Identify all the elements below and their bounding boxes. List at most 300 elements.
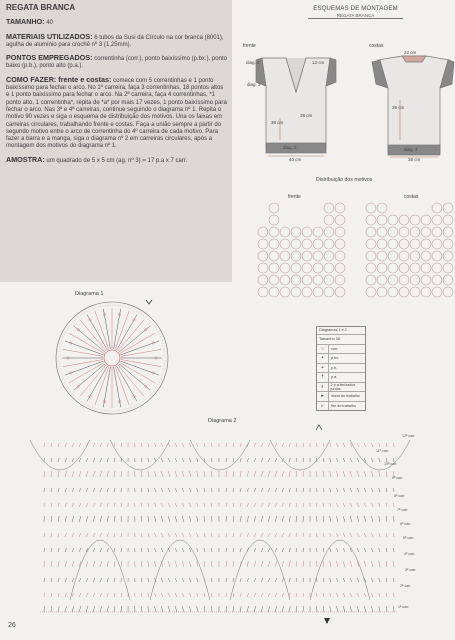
stitch-mark (121, 533, 122, 537)
stitch-mark (79, 578, 81, 582)
stitch-mark (121, 578, 122, 582)
stitch-mark (240, 488, 241, 492)
stitch-mark (114, 443, 115, 447)
stitch-mark (268, 503, 270, 507)
stitch-mark (330, 488, 331, 492)
stitch-mark (204, 593, 205, 597)
stitch-mark (379, 578, 380, 582)
stitch-mark (323, 548, 324, 552)
stitch-mark (58, 471, 59, 477)
stitch-mark (148, 516, 149, 522)
stitch-mark (100, 458, 102, 462)
stitch-mark (386, 561, 387, 567)
stitch-mark (289, 578, 290, 582)
stitch-mark (72, 593, 74, 597)
stitch-mark (107, 488, 108, 492)
arch-motif (310, 540, 370, 600)
stitch-mark (357, 578, 359, 582)
stitch-mark (296, 488, 297, 492)
stitch-mark (364, 503, 366, 507)
stitch-mark (240, 606, 241, 612)
stitch-mark (336, 458, 338, 462)
stitch-mark (141, 593, 142, 597)
stitch-mark (233, 516, 234, 522)
stitch-mark (233, 458, 234, 462)
stitch-mark (240, 503, 241, 507)
fan-motif (30, 440, 90, 470)
stitch-mark (323, 488, 324, 492)
stitch-mark (379, 606, 380, 612)
stitch-mark (161, 533, 163, 537)
stitch-mark (371, 606, 373, 612)
stitch-mark (296, 503, 297, 507)
stitch-mark (261, 503, 263, 507)
stitch-mark (114, 548, 115, 552)
stitch-mark (154, 516, 156, 522)
stitch-mark (100, 578, 102, 582)
stitch-mark (114, 561, 115, 567)
stitch-mark (72, 548, 74, 552)
stitch-mark (289, 458, 290, 462)
stitch-mark (58, 533, 59, 537)
stitch-mark (343, 533, 345, 537)
stitch-mark (275, 548, 277, 552)
stitch-mark (296, 458, 297, 462)
stitch-mark (296, 606, 297, 612)
stitch-mark (336, 443, 338, 447)
stitch-mark (379, 561, 380, 567)
stitch-mark (350, 503, 352, 507)
stitch-mark (323, 561, 324, 567)
stitch-mark (107, 443, 108, 447)
arch-motif (150, 540, 210, 600)
stitch-mark (254, 606, 256, 612)
stitch-mark (107, 593, 108, 597)
stitch-mark (275, 503, 277, 507)
stitch-mark (282, 471, 284, 477)
page-title: REGATA BRANCA (6, 3, 76, 12)
stitch-mark (175, 548, 177, 552)
stitch-mark (254, 516, 256, 522)
stitch-mark (107, 578, 108, 582)
stitch-mark (197, 548, 198, 552)
section-sample: AMOSTRA: um quadrado de 5 x 5 cm (ag. nº 3) = 17 p.a x 7 carr. (6, 154, 188, 164)
stitch-mark (282, 488, 284, 492)
legend-row: ○ corr. (317, 344, 365, 354)
stitch-mark (197, 471, 198, 477)
stitch-mark (182, 488, 184, 492)
stitch-mark (350, 533, 352, 537)
front-diag2-label: diag. 2 (246, 60, 260, 65)
stitch-mark (182, 561, 184, 567)
stitch-mark (189, 488, 191, 492)
stitch-mark (189, 516, 191, 522)
stitch-mark (364, 516, 366, 522)
stitch-mark (65, 488, 67, 492)
stitch-mark (275, 458, 277, 462)
stitch-mark (371, 516, 373, 522)
stitch-mark (182, 503, 184, 507)
stitch-mark (148, 548, 149, 552)
stitch-mark (364, 471, 366, 477)
stitch-mark (386, 533, 387, 537)
stitch-mark (275, 561, 277, 567)
stitch-mark (357, 548, 359, 552)
stitch-mark (197, 561, 198, 567)
stitch-mark (86, 533, 88, 537)
stitch-mark (336, 606, 338, 612)
stitch-mark (357, 606, 359, 612)
stitch-mark (72, 503, 74, 507)
stitch-mark (211, 593, 212, 597)
legend-row: ▸ início do trabalho (317, 391, 365, 401)
row-label-3: 3ª carr. (405, 568, 417, 572)
stitch-mark (175, 593, 177, 597)
distribution-front-label: frente (288, 194, 301, 200)
stitch-mark (182, 578, 184, 582)
stitch-mark (189, 458, 191, 462)
stitch-mark (114, 606, 115, 612)
stitch-mark (240, 548, 241, 552)
stitch-mark (211, 606, 212, 612)
stitch-mark (182, 533, 184, 537)
stitch-mark (65, 548, 67, 552)
stitch-mark (161, 488, 163, 492)
stitch-mark (296, 548, 297, 552)
stitch-mark (168, 548, 170, 552)
stitch-mark (261, 488, 263, 492)
stitch-mark (154, 548, 156, 552)
stitch-mark (189, 578, 191, 582)
stitch-mark (254, 471, 256, 477)
stitch-mark (386, 503, 387, 507)
stitch-mark (296, 561, 297, 567)
stitch-mark (72, 516, 74, 522)
stitch-mark (336, 503, 338, 507)
stitch-mark (211, 488, 212, 492)
stitch-mark (233, 471, 234, 477)
stitch-mark (247, 471, 249, 477)
stitch-mark (247, 561, 249, 567)
stitch-mark (386, 471, 387, 477)
stitch-mark (51, 458, 52, 462)
stitch-mark (323, 533, 324, 537)
stitch-mark (330, 458, 331, 462)
stitch-mark (350, 516, 352, 522)
stitch-mark (371, 548, 373, 552)
stitch-mark (58, 548, 59, 552)
stitch-mark (330, 503, 331, 507)
stitch-mark (296, 516, 297, 522)
stitch-mark (182, 458, 184, 462)
stitch-mark (254, 548, 256, 552)
stitch-mark (357, 458, 359, 462)
stitch-mark (211, 578, 212, 582)
stitch-mark (168, 533, 170, 537)
stitch-mark (72, 561, 74, 567)
stitch-mark (289, 533, 290, 537)
stitch-mark (189, 471, 191, 477)
stitch-mark (100, 443, 102, 447)
stitch-mark (282, 533, 284, 537)
stitch-mark (275, 516, 277, 522)
stitch-mark (350, 578, 352, 582)
stitch-mark (141, 578, 142, 582)
stitch-mark (282, 561, 284, 567)
stitch-mark (161, 443, 163, 447)
back-neck-measure: 22 cm (404, 50, 417, 55)
stitch-mark (247, 593, 249, 597)
stitch-mark (323, 443, 324, 447)
stitch-mark (336, 471, 338, 477)
schematic-title: ESQUEMAS DE MONTAGEM (313, 6, 398, 12)
stitch-mark (161, 458, 163, 462)
stitch-mark (233, 533, 234, 537)
row-label-10: 10ª carr. (384, 462, 398, 466)
stitch-mark (357, 533, 359, 537)
stitch-mark (323, 578, 324, 582)
stitch-mark (121, 548, 122, 552)
stitch-mark (379, 593, 380, 597)
stitch-mark (296, 593, 297, 597)
stitch-mark (141, 471, 142, 477)
stitch-mark (275, 533, 277, 537)
stitch-mark (261, 561, 263, 567)
legend-row: • p.bx. (317, 353, 365, 363)
stitch-mark (51, 561, 52, 567)
section-stitches: PONTOS EMPREGADOS: correntinha (corr.), ponto baixíssimo (p.bx.), ponto baixo (p.b.), ponto alto (p.a.). (6, 53, 227, 70)
stitch-mark (58, 606, 59, 612)
stitch-mark (86, 471, 88, 477)
stitch-mark (51, 533, 52, 537)
stitch-mark (330, 561, 331, 567)
stitch-mark (141, 443, 142, 447)
stitch-mark (72, 471, 74, 477)
stitch-mark (197, 443, 198, 447)
stitch-mark (296, 471, 297, 477)
legend-title: Diagramas 1 e 2 (319, 328, 347, 332)
stitch-mark (114, 578, 115, 582)
stitch-mark (107, 606, 108, 612)
stitch-mark (343, 593, 345, 597)
row-label-7: 7ª carr. (397, 508, 409, 512)
stitch-mark (168, 503, 170, 507)
stitch-mark (261, 471, 263, 477)
stitch-mark (204, 533, 205, 537)
stitch-mark (51, 503, 52, 507)
stitch-mark (336, 561, 338, 567)
stitch-mark (197, 488, 198, 492)
stitch-mark (86, 606, 88, 612)
stitch-mark (168, 488, 170, 492)
stitch-mark (114, 471, 115, 477)
stitch-mark (65, 533, 67, 537)
stitch-mark (323, 503, 324, 507)
stitch-mark (357, 516, 359, 522)
stitch-mark (254, 458, 256, 462)
stitch-mark (275, 471, 277, 477)
stitch-mark (93, 488, 95, 492)
stitch-mark (254, 561, 256, 567)
stitch-mark (121, 443, 122, 447)
stitch-mark (107, 548, 108, 552)
stitch-mark (161, 593, 163, 597)
distribution-back-label: costas (404, 194, 419, 200)
stitch-mark (197, 606, 198, 612)
stitch-mark (154, 533, 156, 537)
row-label-4: 4ª carr. (404, 552, 416, 556)
back-height-measure: 38 cm (392, 105, 405, 110)
stitch-mark (233, 606, 234, 612)
front-label: frente (243, 43, 256, 49)
stitch-mark (86, 578, 88, 582)
stitch-mark (93, 578, 95, 582)
stitch-mark (336, 578, 338, 582)
stitch-mark (268, 593, 270, 597)
stitch-mark (175, 516, 177, 522)
stitch-mark (240, 443, 241, 447)
stitch-mark (357, 443, 359, 447)
stitch-mark (350, 606, 352, 612)
stitch-mark (240, 471, 241, 477)
stitch-mark (141, 533, 142, 537)
stitch-mark (386, 488, 387, 492)
stitch-mark (51, 516, 52, 522)
stitch-mark (79, 503, 81, 507)
stitch-mark (379, 516, 380, 522)
front-height-measure: 38 cm (271, 120, 284, 125)
stitch-mark (268, 561, 270, 567)
stitch-mark (86, 503, 88, 507)
stitch-mark (168, 606, 170, 612)
stitch-mark (100, 593, 102, 597)
stitch-mark (323, 458, 324, 462)
fan-motif (110, 440, 170, 470)
stitch-mark (268, 488, 270, 492)
stitch-mark (114, 533, 115, 537)
stitch-mark (72, 578, 74, 582)
stitch-mark (357, 503, 359, 507)
stitch-mark (114, 593, 115, 597)
stitch-mark (168, 516, 170, 522)
stitch-mark (79, 548, 81, 552)
stitch-mark (58, 578, 59, 582)
stitch-mark (211, 533, 212, 537)
stitch-mark (141, 561, 142, 567)
stitch-mark (261, 593, 263, 597)
stitch-mark (72, 606, 74, 612)
stitch-mark (289, 471, 290, 477)
stitch-mark (93, 548, 95, 552)
stitch-mark (289, 443, 290, 447)
front-sleeve-diag2: diag. 2 (247, 82, 261, 87)
stitch-mark (343, 516, 345, 522)
stitch-mark (330, 443, 331, 447)
row-label-6: 6ª carr. (400, 522, 412, 526)
stitch-mark (357, 471, 359, 477)
schematic-subtitle: REGATA BRANCA (308, 13, 403, 19)
stitch-mark (175, 503, 177, 507)
stitch-mark (379, 471, 380, 477)
stitch-mark (100, 561, 102, 567)
stitch-mark (93, 561, 95, 567)
stitch-mark (268, 606, 270, 612)
stitch-mark (268, 516, 270, 522)
stitch-mark (240, 458, 241, 462)
row-label-12: 12ª carr. (402, 434, 416, 438)
stitch-mark (182, 606, 184, 612)
stitch-mark (197, 533, 198, 537)
stitch-mark (296, 578, 297, 582)
stitch-mark (240, 533, 241, 537)
stitch-mark (72, 533, 74, 537)
stitch-mark (161, 578, 163, 582)
stitch-mark (148, 471, 149, 477)
stitch-mark (247, 578, 249, 582)
stitch-mark (168, 593, 170, 597)
stitch-mark (148, 606, 149, 612)
stitch-mark (86, 516, 88, 522)
stitch-mark (148, 593, 149, 597)
stitch-mark (154, 606, 156, 612)
stitch-mark (261, 548, 263, 552)
stitch-mark (211, 503, 212, 507)
stitch-mark (141, 488, 142, 492)
stitch-mark (386, 593, 387, 597)
stitch-mark (371, 458, 373, 462)
stitch-mark (148, 533, 149, 537)
stitch-mark (247, 606, 249, 612)
stitch-mark (330, 471, 331, 477)
stitch-mark (189, 503, 191, 507)
stitch-mark (114, 458, 115, 462)
stitch-mark (107, 533, 108, 537)
stitch-mark (189, 606, 191, 612)
stitch-mark (175, 458, 177, 462)
stitch-mark (182, 443, 184, 447)
front-width-measure: 40 cm (289, 157, 302, 162)
stitch-mark (211, 516, 212, 522)
stitch-mark (343, 503, 345, 507)
stitch-mark (72, 443, 74, 447)
stitch-mark (204, 516, 205, 522)
stitch-mark (233, 503, 234, 507)
stitch-mark (379, 458, 380, 462)
diagram1-title: Diagrama 1 (75, 291, 104, 297)
stitch-mark (282, 606, 284, 612)
stitch-mark (154, 503, 156, 507)
stitch-mark (357, 488, 359, 492)
stitch-mark (350, 593, 352, 597)
stitch-mark (254, 593, 256, 597)
stitch-mark (79, 488, 81, 492)
stitch-mark (100, 516, 102, 522)
stitch-mark (275, 593, 277, 597)
stitch-mark (79, 458, 81, 462)
stitch-mark (386, 516, 387, 522)
stitch-mark (114, 488, 115, 492)
stitch-mark (51, 488, 52, 492)
stitch-mark (343, 606, 345, 612)
stitch-mark (93, 516, 95, 522)
stitch-mark (93, 503, 95, 507)
stitch-mark (240, 593, 241, 597)
stitch-mark (364, 533, 366, 537)
stitch-mark (79, 516, 81, 522)
stitch-mark (107, 503, 108, 507)
diagram2-title: Diagrama 2 (208, 418, 237, 424)
stitch-mark (100, 533, 102, 537)
